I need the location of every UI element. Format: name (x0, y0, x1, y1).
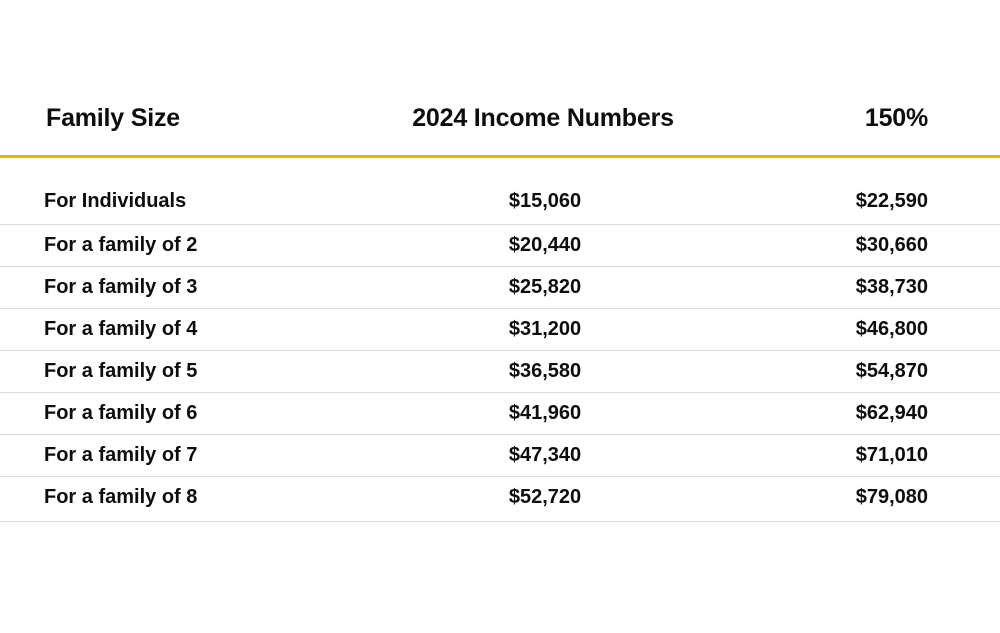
cell-income: $41,960 (508, 402, 582, 424)
cell-percent: $79,080 (855, 486, 928, 508)
table-row (0, 267, 1000, 309)
cell-income: $25,820 (508, 276, 582, 298)
table-row (0, 435, 1000, 477)
cell-family-size: For a family of 8 (44, 486, 198, 508)
cell-percent: $22,590 (855, 190, 928, 212)
table-header-row (0, 104, 1000, 157)
income-guidelines-table (0, 104, 1000, 522)
cell-income: $47,340 (508, 444, 582, 466)
cell-percent: $71,010 (855, 444, 928, 466)
cell-income: $15,060 (508, 190, 582, 212)
cell-family-size: For a family of 4 (44, 318, 198, 340)
table-body (0, 157, 1000, 522)
cell-family-size: For a family of 6 (44, 402, 198, 424)
cell-family-size: For a family of 7 (44, 444, 198, 466)
table-row (0, 309, 1000, 351)
cell-family-size: For a family of 5 (44, 360, 198, 382)
cell-income: $36,580 (508, 360, 582, 382)
cell-percent: $62,940 (855, 402, 928, 424)
table-row (0, 477, 1000, 522)
cell-percent: $46,800 (855, 318, 928, 340)
cell-family-size: For a family of 2 (44, 234, 198, 256)
cell-family-size: For a family of 3 (44, 276, 198, 298)
cell-percent: $30,660 (855, 234, 928, 256)
table-row (0, 225, 1000, 267)
cell-income: $52,720 (508, 486, 582, 508)
cell-percent: $38,730 (855, 276, 928, 298)
income-table-container (0, 104, 1000, 522)
table-row (0, 351, 1000, 393)
column-header-income: 2024 Income Numbers (412, 104, 674, 132)
cell-income: $31,200 (508, 318, 582, 340)
table-row (0, 157, 1000, 225)
column-header-percent: 150% (864, 104, 928, 132)
cell-income: $20,440 (508, 234, 582, 256)
table-row (0, 393, 1000, 435)
column-header-family-size: Family Size (46, 104, 180, 132)
table-header (0, 104, 1000, 157)
cell-percent: $54,870 (855, 360, 928, 382)
cell-family-size: For Individuals (44, 190, 187, 212)
